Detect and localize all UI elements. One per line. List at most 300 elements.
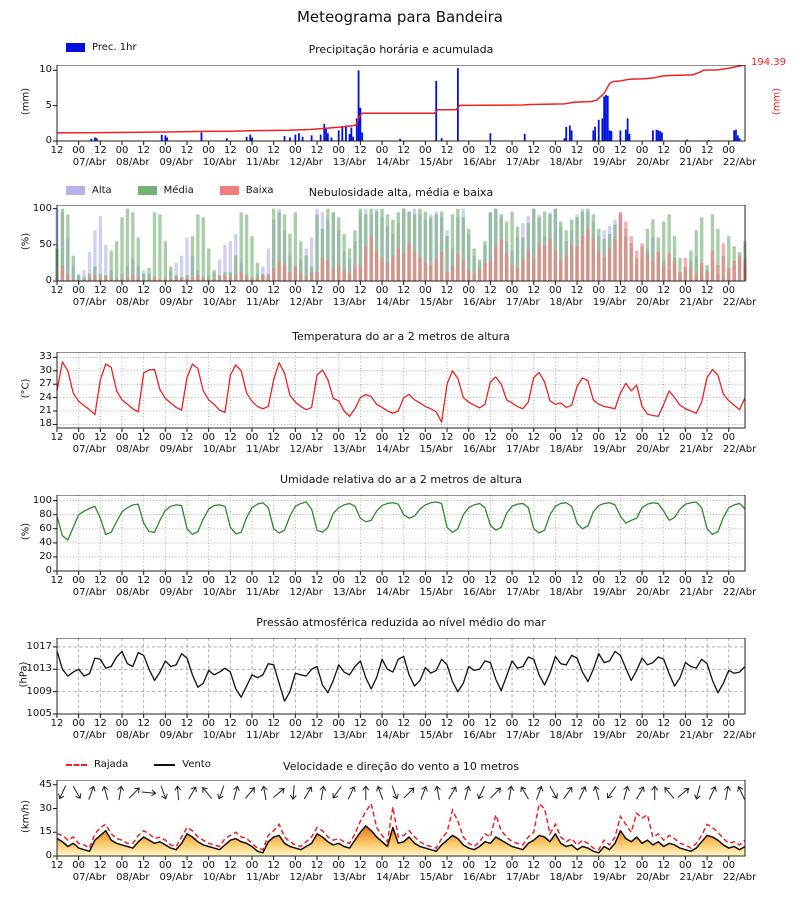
wind-date-label: 19/Abr xyxy=(592,872,627,883)
pres-xtick-label: 12 xyxy=(50,718,64,729)
wind-ytick-label: 0 xyxy=(45,850,52,861)
precip-date-label: 11/Abr xyxy=(246,157,280,168)
temp-xtick-label: 12 xyxy=(310,432,324,443)
rh-xtick-label: 12 xyxy=(93,575,107,586)
precip-xtick-label: 12 xyxy=(700,145,714,156)
temp-xtick-label: 12 xyxy=(397,432,411,443)
wind-date-label: 17/Abr xyxy=(506,872,540,883)
temp-date-label: 20/Abr xyxy=(636,444,670,455)
wind-xtick-label: 12 xyxy=(223,860,237,871)
wind-xtick-label: 00 xyxy=(462,860,476,871)
pres-xtick-label: 12 xyxy=(527,718,541,729)
precip-xtick-label: 00 xyxy=(505,145,519,156)
pres-xtick-label: 00 xyxy=(592,718,606,729)
temp-xtick-label: 00 xyxy=(202,432,216,443)
pres-xtick-label: 12 xyxy=(440,718,454,729)
rh-ytick-label: 0 xyxy=(45,565,52,576)
clouds-xtick-label: 12 xyxy=(700,285,714,296)
pres-date-label: 10/Abr xyxy=(202,730,237,741)
wind-xtick-label: 12 xyxy=(570,860,584,871)
wind-date-label: 07/Abr xyxy=(72,872,107,883)
clouds-xtick-label: 00 xyxy=(635,285,649,296)
pres-xtick-label: 00 xyxy=(722,718,736,729)
precip-xtick-label: 12 xyxy=(267,145,281,156)
pres-ytick-label: 1009 xyxy=(26,685,52,697)
precip-xtick-label: 12 xyxy=(310,145,324,156)
precip-xtick-label: 00 xyxy=(592,145,606,156)
temp-xtick-label: 00 xyxy=(462,432,476,443)
temp-date-label: 14/Abr xyxy=(376,444,410,455)
rh-xtick-label: 00 xyxy=(158,575,172,586)
panel-title-pres: Pressão atmosférica reduzida ao nível médio do mar xyxy=(256,616,546,629)
clouds-xtick-label: 12 xyxy=(310,285,324,296)
temp-date-label: 13/Abr xyxy=(332,444,367,455)
temp-date-label: 22/Abr xyxy=(722,444,757,455)
temp-xtick-label: 12 xyxy=(570,432,584,443)
clouds-xtick-label: 00 xyxy=(245,285,259,296)
rh-date-label: 09/Abr xyxy=(159,587,193,598)
pres-xtick-label: 00 xyxy=(462,718,476,729)
pres-date-label: 16/Abr xyxy=(462,730,497,741)
clouds-date-label: 17/Abr xyxy=(506,297,540,308)
clouds-xtick-label: 00 xyxy=(202,285,216,296)
rh-xtick-label: 12 xyxy=(267,575,281,586)
temp-xtick-label: 12 xyxy=(440,432,454,443)
pres-date-label: 21/Abr xyxy=(679,730,713,741)
clouds-date-label: 16/Abr xyxy=(462,297,497,308)
pres-date-label: 15/Abr xyxy=(419,730,453,741)
rh-xtick-label: 12 xyxy=(180,575,194,586)
precip-date-label: 10/Abr xyxy=(202,157,237,168)
wind-date-label: 16/Abr xyxy=(462,872,497,883)
clouds-xtick-label: 12 xyxy=(50,285,64,296)
precip-date-label: 13/Abr xyxy=(332,157,367,168)
wind-date-label: 20/Abr xyxy=(636,872,670,883)
clouds-chart xyxy=(51,205,751,287)
temp-date-label: 07/Abr xyxy=(72,444,107,455)
temp-ytick-label: 30 xyxy=(39,364,52,376)
temp-xtick-label: 12 xyxy=(223,432,237,443)
precip-ytick-label: 0 xyxy=(45,135,52,146)
clouds-xtick-label: 00 xyxy=(419,285,432,296)
panel-title-temp: Temperatura do ar a 2 metros de altura xyxy=(292,330,510,343)
precip-date-label: 22/Abr xyxy=(722,157,757,168)
rh-xtick-label: 12 xyxy=(614,575,627,586)
pres-date-label: 09/Abr xyxy=(159,730,193,741)
pres-date-label: 08/Abr xyxy=(116,730,150,741)
pres-date-label: 17/Abr xyxy=(506,730,540,741)
wind-xtick-label: 00 xyxy=(288,860,302,871)
rh-xtick-label: 12 xyxy=(223,575,237,586)
rh-xtick-label: 00 xyxy=(375,575,389,586)
rh-date-label: 18/Abr xyxy=(549,587,583,598)
precip-date-label: 18/Abr xyxy=(549,157,583,168)
panel-title-precip: Precipitação horária e acumulada xyxy=(308,43,494,56)
temperature-chart xyxy=(51,352,751,434)
legend-label: Média xyxy=(163,185,194,196)
temp-xtick-label: 00 xyxy=(72,432,86,443)
wind-xtick-label: 00 xyxy=(635,860,649,871)
precip-xtick-label: 00 xyxy=(635,145,649,156)
wind-xtick-label: 12 xyxy=(440,860,454,871)
wind-date-label: 22/Abr xyxy=(722,872,757,883)
temp-date-label: 12/Abr xyxy=(289,444,323,455)
pres-ytick-label: 1013 xyxy=(26,663,52,675)
clouds-date-label: 21/Abr xyxy=(679,297,713,308)
clouds-xtick-label: 12 xyxy=(484,285,497,296)
wind-date-label: 21/Abr xyxy=(679,872,713,883)
clouds-xtick-label: 00 xyxy=(462,285,476,296)
rh-xtick-label: 00 xyxy=(419,575,432,586)
precip-date-label: 20/Abr xyxy=(636,157,670,168)
pres-xtick-label: 12 xyxy=(700,718,714,729)
precip-date-label: 14/Abr xyxy=(376,157,410,168)
precip-xtick-label: 00 xyxy=(462,145,476,156)
clouds-xtick-label: 12 xyxy=(180,285,194,296)
precip-xtick-label: 00 xyxy=(722,145,736,156)
precip-xtick-label: 00 xyxy=(72,145,86,156)
wind-xtick-label: 00 xyxy=(375,860,389,871)
rh-xtick-label: 00 xyxy=(592,575,606,586)
temp-xtick-label: 00 xyxy=(505,432,519,443)
wind-xtick-label: 00 xyxy=(158,860,172,871)
rh-xtick-label: 12 xyxy=(50,575,64,586)
wind-date-label: 12/Abr xyxy=(289,872,323,883)
precip-xtick-label: 12 xyxy=(614,145,627,156)
rh-xtick-label: 12 xyxy=(310,575,324,586)
rh-xtick-label: 00 xyxy=(115,575,129,586)
rh-xtick-label: 00 xyxy=(549,575,562,586)
temp-xtick-label: 00 xyxy=(722,432,736,443)
wind-xtick-label: 12 xyxy=(93,860,107,871)
clouds-date-label: 18/Abr xyxy=(549,297,583,308)
temp-xtick-label: 00 xyxy=(419,432,432,443)
pres-xtick-label: 00 xyxy=(505,718,519,729)
rh-date-label: 11/Abr xyxy=(246,587,280,598)
wind-xtick-label: 00 xyxy=(722,860,736,871)
rh-xtick-label: 00 xyxy=(505,575,519,586)
pres-xtick-label: 00 xyxy=(158,718,172,729)
temp-date-label: 18/Abr xyxy=(549,444,583,455)
precip-xtick-label: 12 xyxy=(527,145,541,156)
rh-date-label: 15/Abr xyxy=(419,587,453,598)
temp-date-label: 15/Abr xyxy=(419,444,453,455)
precip-date-label: 12/Abr xyxy=(289,157,323,168)
wind-xtick-label: 12 xyxy=(353,860,367,871)
clouds-date-label: 14/Abr xyxy=(376,297,410,308)
temp-date-label: 10/Abr xyxy=(202,444,237,455)
wind-date-label: 10/Abr xyxy=(202,872,237,883)
temp-xtick-label: 00 xyxy=(245,432,259,443)
clouds-date-label: 12/Abr xyxy=(289,297,323,308)
wind-xtick-label: 12 xyxy=(614,860,627,871)
temp-xtick-label: 12 xyxy=(484,432,497,443)
clouds-date-label: 20/Abr xyxy=(636,297,670,308)
rh-xtick-label: 12 xyxy=(570,575,584,586)
precip-xtick-label: 00 xyxy=(332,145,346,156)
precip-xtick-label: 12 xyxy=(50,145,64,156)
wind-date-label: 13/Abr xyxy=(332,872,367,883)
temp-ytick-label: 21 xyxy=(39,405,52,416)
clouds-xtick-label: 00 xyxy=(375,285,389,296)
wind-xtick-label: 00 xyxy=(505,860,519,871)
pres-ytick-label: 1005 xyxy=(26,708,52,719)
temp-ytick-label: 24 xyxy=(39,391,52,403)
clouds-xtick-label: 12 xyxy=(397,285,411,296)
temp-xtick-label: 00 xyxy=(375,432,389,443)
precip-date-label: 07/Abr xyxy=(72,157,107,168)
rh-xtick-label: 00 xyxy=(679,575,692,586)
precip-date-label: 16/Abr xyxy=(462,157,497,168)
wind-xtick-label: 00 xyxy=(419,860,432,871)
rh-date-label: 16/Abr xyxy=(462,587,497,598)
rh-ytick-label: 20 xyxy=(39,550,52,562)
panel-title-wind: Velocidade e direção do vento a 10 metros xyxy=(283,760,519,773)
clouds-xtick-label: 12 xyxy=(137,285,151,296)
pres-xtick-label: 12 xyxy=(223,718,237,729)
pres-xtick-label: 12 xyxy=(353,718,367,729)
pres-date-label: 07/Abr xyxy=(72,730,107,741)
temp-xtick-label: 12 xyxy=(527,432,541,443)
rh-xtick-label: 12 xyxy=(700,575,714,586)
precip-date-label: 21/Abr xyxy=(679,157,713,168)
wind-chart xyxy=(51,780,751,862)
clouds-xtick-label: 00 xyxy=(505,285,519,296)
clouds-date-label: 22/Abr xyxy=(722,297,757,308)
pres-date-label: 13/Abr xyxy=(332,730,367,741)
pres-xtick-label: 12 xyxy=(137,718,151,729)
pres-xtick-label: 12 xyxy=(484,718,497,729)
rh-date-label: 22/Abr xyxy=(722,587,757,598)
clouds-date-label: 15/Abr xyxy=(419,297,453,308)
pres-xtick-label: 12 xyxy=(267,718,281,729)
precip-date-label: 19/Abr xyxy=(592,157,627,168)
pres-date-label: 19/Abr xyxy=(592,730,627,741)
pres-xtick-label: 00 xyxy=(375,718,389,729)
clouds-date-label: 08/Abr xyxy=(116,297,150,308)
temp-ytick-label: 27 xyxy=(39,378,52,390)
wind-xtick-label: 00 xyxy=(245,860,259,871)
wind-date-label: 15/Abr xyxy=(419,872,453,883)
clouds-xtick-label: 00 xyxy=(679,285,692,296)
pres-date-label: 12/Abr xyxy=(289,730,323,741)
rh-xtick-label: 00 xyxy=(245,575,259,586)
wind-xtick-label: 12 xyxy=(397,860,411,871)
precip-xtick-label: 12 xyxy=(657,145,671,156)
pres-xtick-label: 00 xyxy=(419,718,432,729)
ylabel-rh: (%) xyxy=(20,522,32,541)
wind-xtick-label: 12 xyxy=(267,860,281,871)
precip-xtick-label: 00 xyxy=(375,145,389,156)
clouds-date-label: 11/Abr xyxy=(246,297,280,308)
pres-xtick-label: 12 xyxy=(180,718,194,729)
rh-ytick-label: 100 xyxy=(32,494,52,506)
precip-xtick-label: 00 xyxy=(288,145,302,156)
precip-xtick-label: 12 xyxy=(440,145,454,156)
precip-xtick-label: 12 xyxy=(93,145,107,156)
wind-date-label: 11/Abr xyxy=(246,872,280,883)
wind-xtick-label: 12 xyxy=(180,860,194,871)
temp-xtick-label: 12 xyxy=(353,432,367,443)
clouds-xtick-label: 00 xyxy=(332,285,346,296)
wind-date-label: 08/Abr xyxy=(116,872,150,883)
pres-xtick-label: 12 xyxy=(570,718,584,729)
wind-date-label: 18/Abr xyxy=(549,872,583,883)
wind-date-label: 14/Abr xyxy=(376,872,410,883)
wind-xtick-label: 00 xyxy=(115,860,129,871)
precip-xtick-label: 12 xyxy=(484,145,497,156)
temp-xtick-label: 12 xyxy=(137,432,151,443)
rh-date-label: 20/Abr xyxy=(636,587,670,598)
precip-xtick-label: 12 xyxy=(570,145,584,156)
pres-xtick-label: 00 xyxy=(679,718,692,729)
accum-total-value: 194.39 xyxy=(751,57,786,68)
precip-xtick-label: 00 xyxy=(679,145,692,156)
precip-ytick-label: 10 xyxy=(39,64,52,76)
temp-date-label: 19/Abr xyxy=(592,444,627,455)
clouds-ytick-label: 50 xyxy=(39,238,52,250)
page-title: Meteograma para Bandeira xyxy=(296,8,503,26)
legend-label: Prec. 1hr xyxy=(92,42,137,53)
pres-xtick-label: 12 xyxy=(614,718,627,729)
rh-xtick-label: 12 xyxy=(137,575,151,586)
wind-xtick-label: 00 xyxy=(72,860,86,871)
clouds-ytick-label: 100 xyxy=(32,202,52,214)
clouds-xtick-label: 12 xyxy=(93,285,107,296)
clouds-xtick-label: 00 xyxy=(158,285,172,296)
precip-date-label: 17/Abr xyxy=(506,157,540,168)
temp-xtick-label: 12 xyxy=(93,432,107,443)
temp-xtick-label: 12 xyxy=(700,432,714,443)
clouds-date-label: 07/Abr xyxy=(72,297,107,308)
rh-xtick-label: 12 xyxy=(527,575,541,586)
precip-xtick-label: 00 xyxy=(549,145,562,156)
rh-date-label: 07/Abr xyxy=(72,587,107,598)
precip-date-label: 15/Abr xyxy=(419,157,453,168)
ylabel-precip: (mm) xyxy=(20,87,32,116)
temp-date-label: 09/Abr xyxy=(159,444,193,455)
clouds-xtick-label: 00 xyxy=(288,285,302,296)
pres-date-label: 11/Abr xyxy=(246,730,280,741)
temp-ytick-label: 33 xyxy=(39,351,52,363)
pressure-chart xyxy=(51,638,751,720)
wind-xtick-label: 00 xyxy=(332,860,346,871)
clouds-date-label: 19/Abr xyxy=(592,297,627,308)
clouds-xtick-label: 12 xyxy=(614,285,627,296)
precip-date-label: 09/Abr xyxy=(159,157,193,168)
wind-xtick-label: 00 xyxy=(549,860,562,871)
clouds-date-label: 13/Abr xyxy=(332,297,367,308)
temp-ytick-label: 18 xyxy=(39,418,52,430)
pres-date-label: 20/Abr xyxy=(636,730,670,741)
rh-date-label: 12/Abr xyxy=(289,587,323,598)
precip-xtick-label: 12 xyxy=(353,145,367,156)
clouds-xtick-label: 12 xyxy=(353,285,367,296)
pres-xtick-label: 00 xyxy=(115,718,129,729)
wind-xtick-label: 12 xyxy=(657,860,671,871)
temp-xtick-label: 00 xyxy=(549,432,562,443)
precip-chart xyxy=(51,65,751,147)
temp-date-label: 11/Abr xyxy=(246,444,280,455)
ylabel-wind: (km/h) xyxy=(20,799,32,834)
rh-xtick-label: 12 xyxy=(353,575,367,586)
pres-xtick-label: 00 xyxy=(72,718,86,729)
temp-date-label: 16/Abr xyxy=(462,444,497,455)
clouds-xtick-label: 12 xyxy=(657,285,671,296)
precip-xtick-label: 12 xyxy=(397,145,411,156)
ylabel-pres: (hPa) xyxy=(18,661,30,688)
wind-xtick-label: 00 xyxy=(592,860,606,871)
clouds-xtick-label: 00 xyxy=(115,285,129,296)
humidity-chart xyxy=(51,495,751,577)
pres-xtick-label: 00 xyxy=(245,718,259,729)
rh-date-label: 13/Abr xyxy=(332,587,367,598)
wind-xtick-label: 12 xyxy=(50,860,64,871)
rh-xtick-label: 12 xyxy=(484,575,497,586)
precip-xtick-label: 12 xyxy=(223,145,237,156)
pres-xtick-label: 00 xyxy=(202,718,216,729)
rh-xtick-label: 00 xyxy=(332,575,346,586)
pres-xtick-label: 12 xyxy=(657,718,671,729)
rh-xtick-label: 12 xyxy=(440,575,454,586)
panel-title-rh: Umidade relativa do ar a 2 metros de altura xyxy=(279,473,523,486)
temp-date-label: 21/Abr xyxy=(679,444,713,455)
rh-ytick-label: 40 xyxy=(39,536,52,548)
temp-xtick-label: 12 xyxy=(50,432,64,443)
clouds-xtick-label: 12 xyxy=(267,285,281,296)
wind-ytick-label: 45 xyxy=(39,778,52,790)
clouds-xtick-label: 12 xyxy=(440,285,454,296)
temp-xtick-label: 00 xyxy=(592,432,606,443)
rh-date-label: 21/Abr xyxy=(679,587,713,598)
wind-date-label: 09/Abr xyxy=(159,872,193,883)
wind-xtick-label: 12 xyxy=(310,860,324,871)
precip-xtick-label: 00 xyxy=(202,145,216,156)
rh-xtick-label: 00 xyxy=(722,575,736,586)
clouds-xtick-label: 00 xyxy=(592,285,606,296)
ylabel-clouds: (%) xyxy=(20,232,32,251)
temp-xtick-label: 00 xyxy=(115,432,129,443)
precip-xtick-label: 00 xyxy=(245,145,259,156)
pres-xtick-label: 00 xyxy=(635,718,649,729)
pres-xtick-label: 00 xyxy=(549,718,562,729)
clouds-date-label: 09/Abr xyxy=(159,297,193,308)
rh-xtick-label: 00 xyxy=(288,575,302,586)
precip-xtick-label: 00 xyxy=(158,145,172,156)
rh-ytick-label: 80 xyxy=(39,508,52,520)
legend-label: Rajada xyxy=(94,759,129,770)
temp-xtick-label: 00 xyxy=(158,432,172,443)
wind-xtick-label: 12 xyxy=(700,860,714,871)
precip-xtick-label: 12 xyxy=(137,145,151,156)
wind-xtick-label: 00 xyxy=(202,860,216,871)
wind-xtick-label: 12 xyxy=(137,860,151,871)
temp-xtick-label: 12 xyxy=(180,432,194,443)
rh-xtick-label: 00 xyxy=(72,575,86,586)
wind-ytick-label: 30 xyxy=(39,802,52,814)
temp-xtick-label: 00 xyxy=(635,432,649,443)
legend-label: Vento xyxy=(182,759,211,770)
pres-xtick-label: 12 xyxy=(310,718,324,729)
temp-xtick-label: 12 xyxy=(267,432,281,443)
clouds-ytick-label: 0 xyxy=(45,275,52,286)
clouds-xtick-label: 12 xyxy=(223,285,237,296)
rh-xtick-label: 00 xyxy=(462,575,476,586)
rh-date-label: 10/Abr xyxy=(202,587,237,598)
clouds-date-label: 10/Abr xyxy=(202,297,237,308)
pres-xtick-label: 12 xyxy=(397,718,411,729)
rh-date-label: 19/Abr xyxy=(592,587,627,598)
